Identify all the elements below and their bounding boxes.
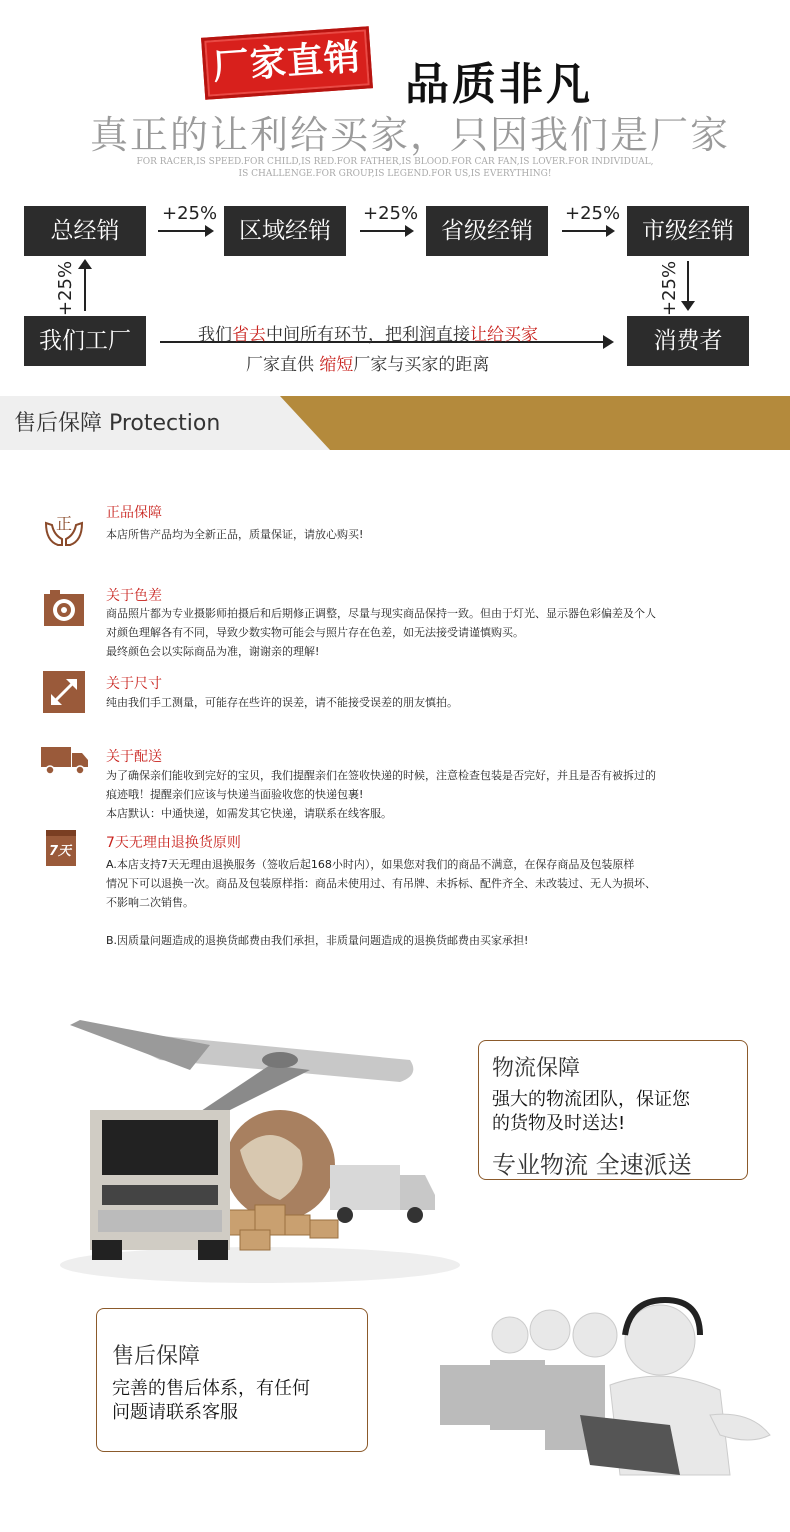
arrow-3-head [606, 225, 615, 237]
subheadline: 真正的让利给买家，只因我们是厂家 [90, 113, 731, 157]
section-body-genuine [106, 525, 746, 544]
box-provincial-dealer: 省级经销 [426, 206, 548, 256]
box-our-factory: 我们工厂 [24, 316, 146, 366]
flow-text-1d: 让给买家 [470, 325, 538, 345]
section-line-spacer [106, 912, 746, 931]
laptop-row-image [440, 1360, 605, 1450]
flow-text-2a: 厂家直供 [246, 355, 320, 375]
truck-image [90, 1110, 230, 1260]
pct-label-2: +25% [363, 203, 419, 224]
svg-text:正: 正 [55, 514, 73, 533]
service-card-text-line-1: 完善的售后体系，有任何 [112, 1378, 310, 1399]
section-line: 情况下可以退换一次。商品及包装原样指：商品未使用过、有吊牌、未拆标、配件齐全、未改装过、无人为损坏、 [106, 877, 656, 890]
section-line: 纯由我们手工测量，可能存在些许的误差，请不能接受误差的朋友慎拍。 [106, 696, 458, 709]
van-image [330, 1165, 435, 1223]
truck-icon [40, 745, 90, 775]
seven-days-calendar-icon [45, 828, 77, 868]
section-line: 痕迹哦！提醒亲们应该与快递当面验收您的快递包裹! [106, 788, 364, 801]
logistics-card-text-line-1: 强大的物流团队，保证您 [492, 1089, 690, 1110]
logistics-card-text [492, 1088, 690, 1136]
flow-text-1c: 中间所有环节，把利润直接 [266, 325, 470, 345]
section-line: 对颜色理解各有不同，导致少数实物可能会与照片存在色差，如无法接受请谨慎购买。 [106, 626, 524, 639]
calendar-text: 7天 [49, 844, 72, 859]
arrow-1-head [205, 225, 214, 237]
logistics-card-text-line-2: 的货物及时送达! [492, 1113, 626, 1134]
section-body-return [106, 855, 746, 950]
service-card-text-line-2: 问题请联系客服 [112, 1402, 238, 1423]
flow-text-line-1 [198, 320, 538, 345]
pct-label-vertical-left: +25% [55, 260, 77, 317]
section-line: A.本店支持7天无理由退换服务（签收后起168小时内），如果您对我们的商品不满意，在保存商品及包装原样 [106, 858, 635, 871]
section-title-genuine: 正品保障 [106, 505, 162, 521]
arrow-long-head [603, 335, 614, 349]
section-line: 不影响二次销售。 [106, 896, 194, 909]
arrow-up-head [78, 259, 92, 269]
logistics-illustration [40, 1000, 460, 1290]
section-body-delivery [106, 766, 746, 823]
service-card-title: 售后保障 [112, 1344, 201, 1369]
section-body-color [106, 604, 746, 661]
section-line: 最终颜色会以实际商品为准，谢谢亲的理解! [106, 645, 320, 658]
factory-direct-stamp: 厂家直销 [201, 26, 373, 100]
headline: 品质非凡 [405, 59, 593, 110]
flow-text-2b: 缩短 [319, 355, 354, 375]
flow-text-1a: 我们 [198, 325, 232, 345]
section-title-delivery: 关于配送 [106, 749, 162, 765]
section-line: 为了确保亲们能收到完好的宝贝，我们提醒亲们在签收快递的时候，注意检查包装是否完好，并且是否有被拆过的 [106, 769, 656, 782]
service-card [96, 1308, 368, 1452]
box-general-dealer: 总经销 [24, 206, 146, 256]
section-body-size [106, 693, 746, 712]
pct-label-3: +25% [565, 203, 621, 224]
section-title-size: 关于尺寸 [106, 676, 162, 692]
resize-arrow-icon [42, 670, 86, 714]
customer-service-illustration [430, 1295, 785, 1495]
arrow-down-head [681, 301, 695, 311]
section-line: 商品照片都为专业摄影师拍摄后和后期修正调整，尽量与现实商品保持一致。但由于灯光、显示器色彩偏差及个人 [106, 607, 656, 620]
camera-icon [42, 588, 86, 632]
section-line: 本店默认：中通快递，如需发其它快递，请联系在线客服。 [106, 807, 392, 820]
section-line: 本店所售产品均为全新正品，质量保证，请放心购买! [106, 528, 364, 541]
flow-text-2c: 厂家与买家的距离 [353, 355, 490, 375]
genuine-hands-icon [42, 505, 86, 549]
pct-label-1: +25% [162, 203, 218, 224]
box-city-dealer: 市级经销 [627, 206, 749, 256]
logistics-card-title: 物流保障 [492, 1056, 581, 1081]
section-banner-title: 售后保障 Protection [14, 411, 221, 436]
box-regional-dealer: 区域经销 [224, 206, 346, 256]
section-title-return: 7天无理由退换货原则 [106, 835, 241, 851]
arrow-2-head [405, 225, 414, 237]
flow-text-1b: 省去 [232, 325, 266, 345]
service-card-text [112, 1377, 310, 1425]
boxes-image [225, 1205, 338, 1250]
tagline-line-2: IS CHALLENGE.FOR GROUP,IS LEGEND.FOR US,IS EVERYTHING! [238, 169, 552, 179]
english-tagline [95, 156, 695, 180]
tagline-line-1: FOR RACER,IS SPEED.FOR CHILD,IS RED.FOR FATHER,IS BLOOD.FOR CAR FAN,IS LOVER.FOR INDIVIDUAL, [136, 157, 654, 167]
logistics-card [478, 1040, 748, 1180]
flow-text-line-2 [246, 350, 489, 375]
section-line: B.因质量问题造成的退换货邮费由我们承担，非质量问题造成的退换货邮费由买家承担! [106, 934, 529, 947]
section-title-color: 关于色差 [106, 588, 162, 604]
pct-label-vertical-right: +25% [659, 260, 681, 317]
airplane-image [70, 1020, 413, 1125]
box-consumer: 消费者 [627, 316, 749, 366]
logistics-card-slogan: 专业物流 全速派送 [492, 1151, 692, 1179]
